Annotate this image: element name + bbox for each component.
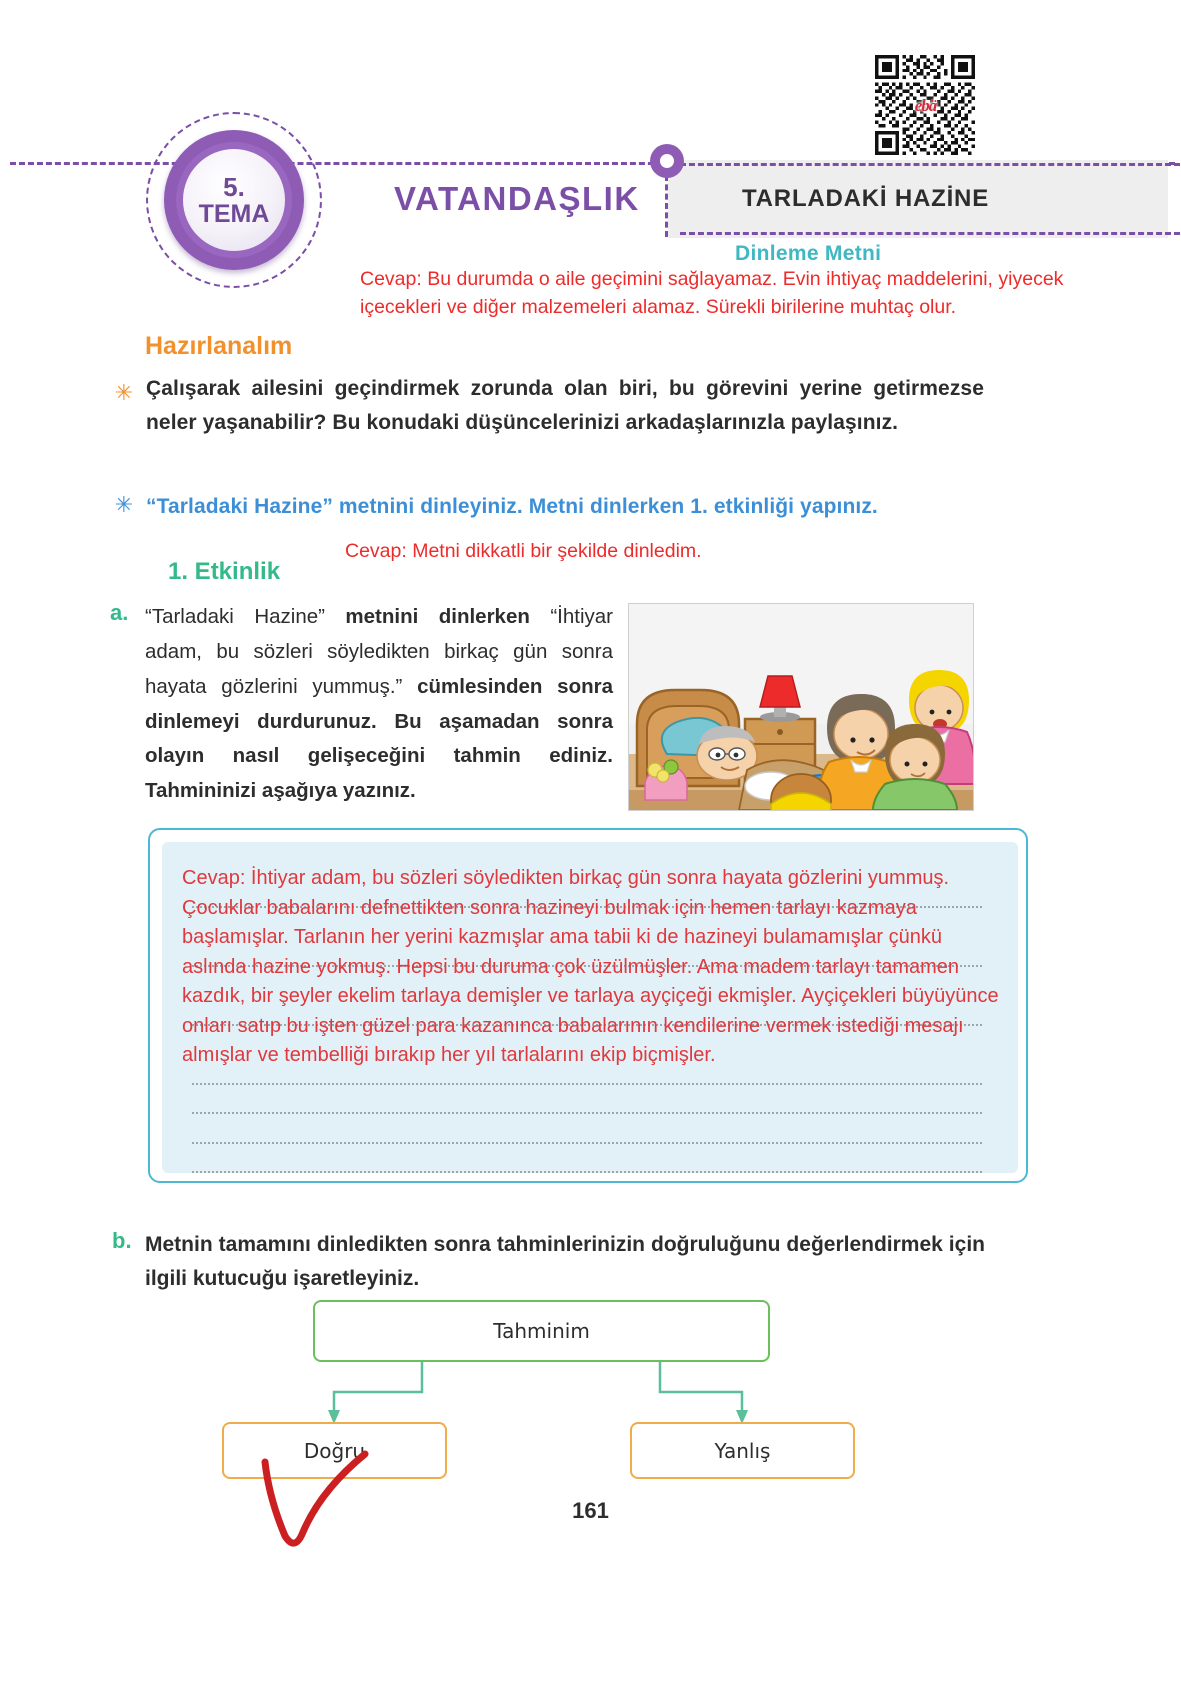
flow-box-wrong[interactable]: Yanlış bbox=[630, 1422, 855, 1479]
illustration-family-at-bedside bbox=[628, 603, 974, 811]
flow-box-correct[interactable]: Doğru bbox=[222, 1422, 447, 1479]
bullet-star-icon: ✳ bbox=[114, 380, 134, 405]
text-type-label: Dinleme Metni bbox=[735, 242, 882, 265]
prepare-bullet-1: Çalışarak ailesini geçindirmek zorunda olan biri, bu görevini yerine getirmezse neler yaşanabilir? Bu konudaki düşüncelerinizi arkadaşlarınızla paylaşınız. bbox=[146, 377, 984, 435]
qr-code[interactable] bbox=[875, 55, 975, 155]
page-number: 161 bbox=[572, 1498, 609, 1523]
activity-title: 1. Etkinlik bbox=[168, 558, 281, 585]
theme-badge bbox=[146, 112, 322, 288]
text-title-box bbox=[680, 163, 1180, 235]
connector-knob-icon bbox=[650, 144, 684, 178]
prepare-heading: Hazırlanalım bbox=[145, 332, 293, 360]
theme-inner-circle bbox=[183, 149, 285, 251]
item-b-marker: b. bbox=[112, 1228, 132, 1253]
answer-top-text: Cevap: Bu durumda o aile geçimini sağlayamaz. Evin ihtiyaç maddelerini, yiyecek içecekleri ve diğer malzemeleri alamaz. Sürekli birilerine muhtaç olur. bbox=[360, 268, 1064, 318]
prediction-answer-box[interactable] bbox=[148, 828, 1028, 1183]
prediction-answer-fill bbox=[162, 842, 1018, 1173]
prepare-bullet-2: “Tarladaki Hazine” metnini dinleyiniz. Metni dinlerken 1. etkinliği yapınız. bbox=[146, 495, 878, 518]
prediction-answer-text: Cevap: İhtiyar adam, bu sözleri söyledikten birkaç gün sonra hayata gözlerini yummuş. Çocuklar babalarını defnettikten sonra hazineyi bulmak için hemen tarlayı kazmaya başlamışlar. Tarlanın her yerini kazmışlar ama tabii ki de hazineyi bulamamışlar çünkü aslında hazine yokmuş. Hepsi bu duruma çok üzülmüşler. Ama madem tarlayı tamamen kazdık, bir şeyler ekelim tarlaya demişler ve tarlaya ayçiçeği ekmişler. Ayçiçekleri büyüyünce onları satıp bu işten güzel para kazanınca babalarının kendilerine vermek istediği mesajı almışlar ve tembelliği bırakıp her yıl tarlalarını ekip biçmişler. bbox=[182, 867, 999, 1066]
flow-box-prediction: Tahminim bbox=[313, 1300, 770, 1362]
item-b-text: Metnin tamamını dinledikten sonra tahminlerinizin doğruluğunu değerlendirmek için ilgili kutucuğu işaretleyiniz. bbox=[145, 1233, 985, 1290]
answer-middle-text: Cevap: Metni dikkatli bir şekilde dinledim. bbox=[345, 540, 702, 562]
unit-title: VATANDAŞLIK bbox=[394, 180, 640, 217]
theme-number: 5. bbox=[223, 171, 245, 202]
text-title: TARLADAKİ HAZİNE bbox=[742, 185, 989, 212]
ebu-logo: ebä bbox=[914, 96, 937, 115]
item-a-marker: a. bbox=[110, 600, 129, 625]
bullet-star-icon-2: ✳ bbox=[114, 492, 134, 517]
item-a-text: “Tarladaki Hazine” metnini dinlerken “İhtiyar adam, bu sözleri söyledikten birkaç gün sonra hayata gözlerini yummuş.” cümlesinden sonra dinlemeyi durdurunuz. Bu aşamadan sonra olayın nasıl gelişeceğini tahmin ediniz. Tahmininizi aşağıya yazınız. bbox=[145, 605, 613, 803]
theme-word: TEMA bbox=[198, 199, 270, 228]
